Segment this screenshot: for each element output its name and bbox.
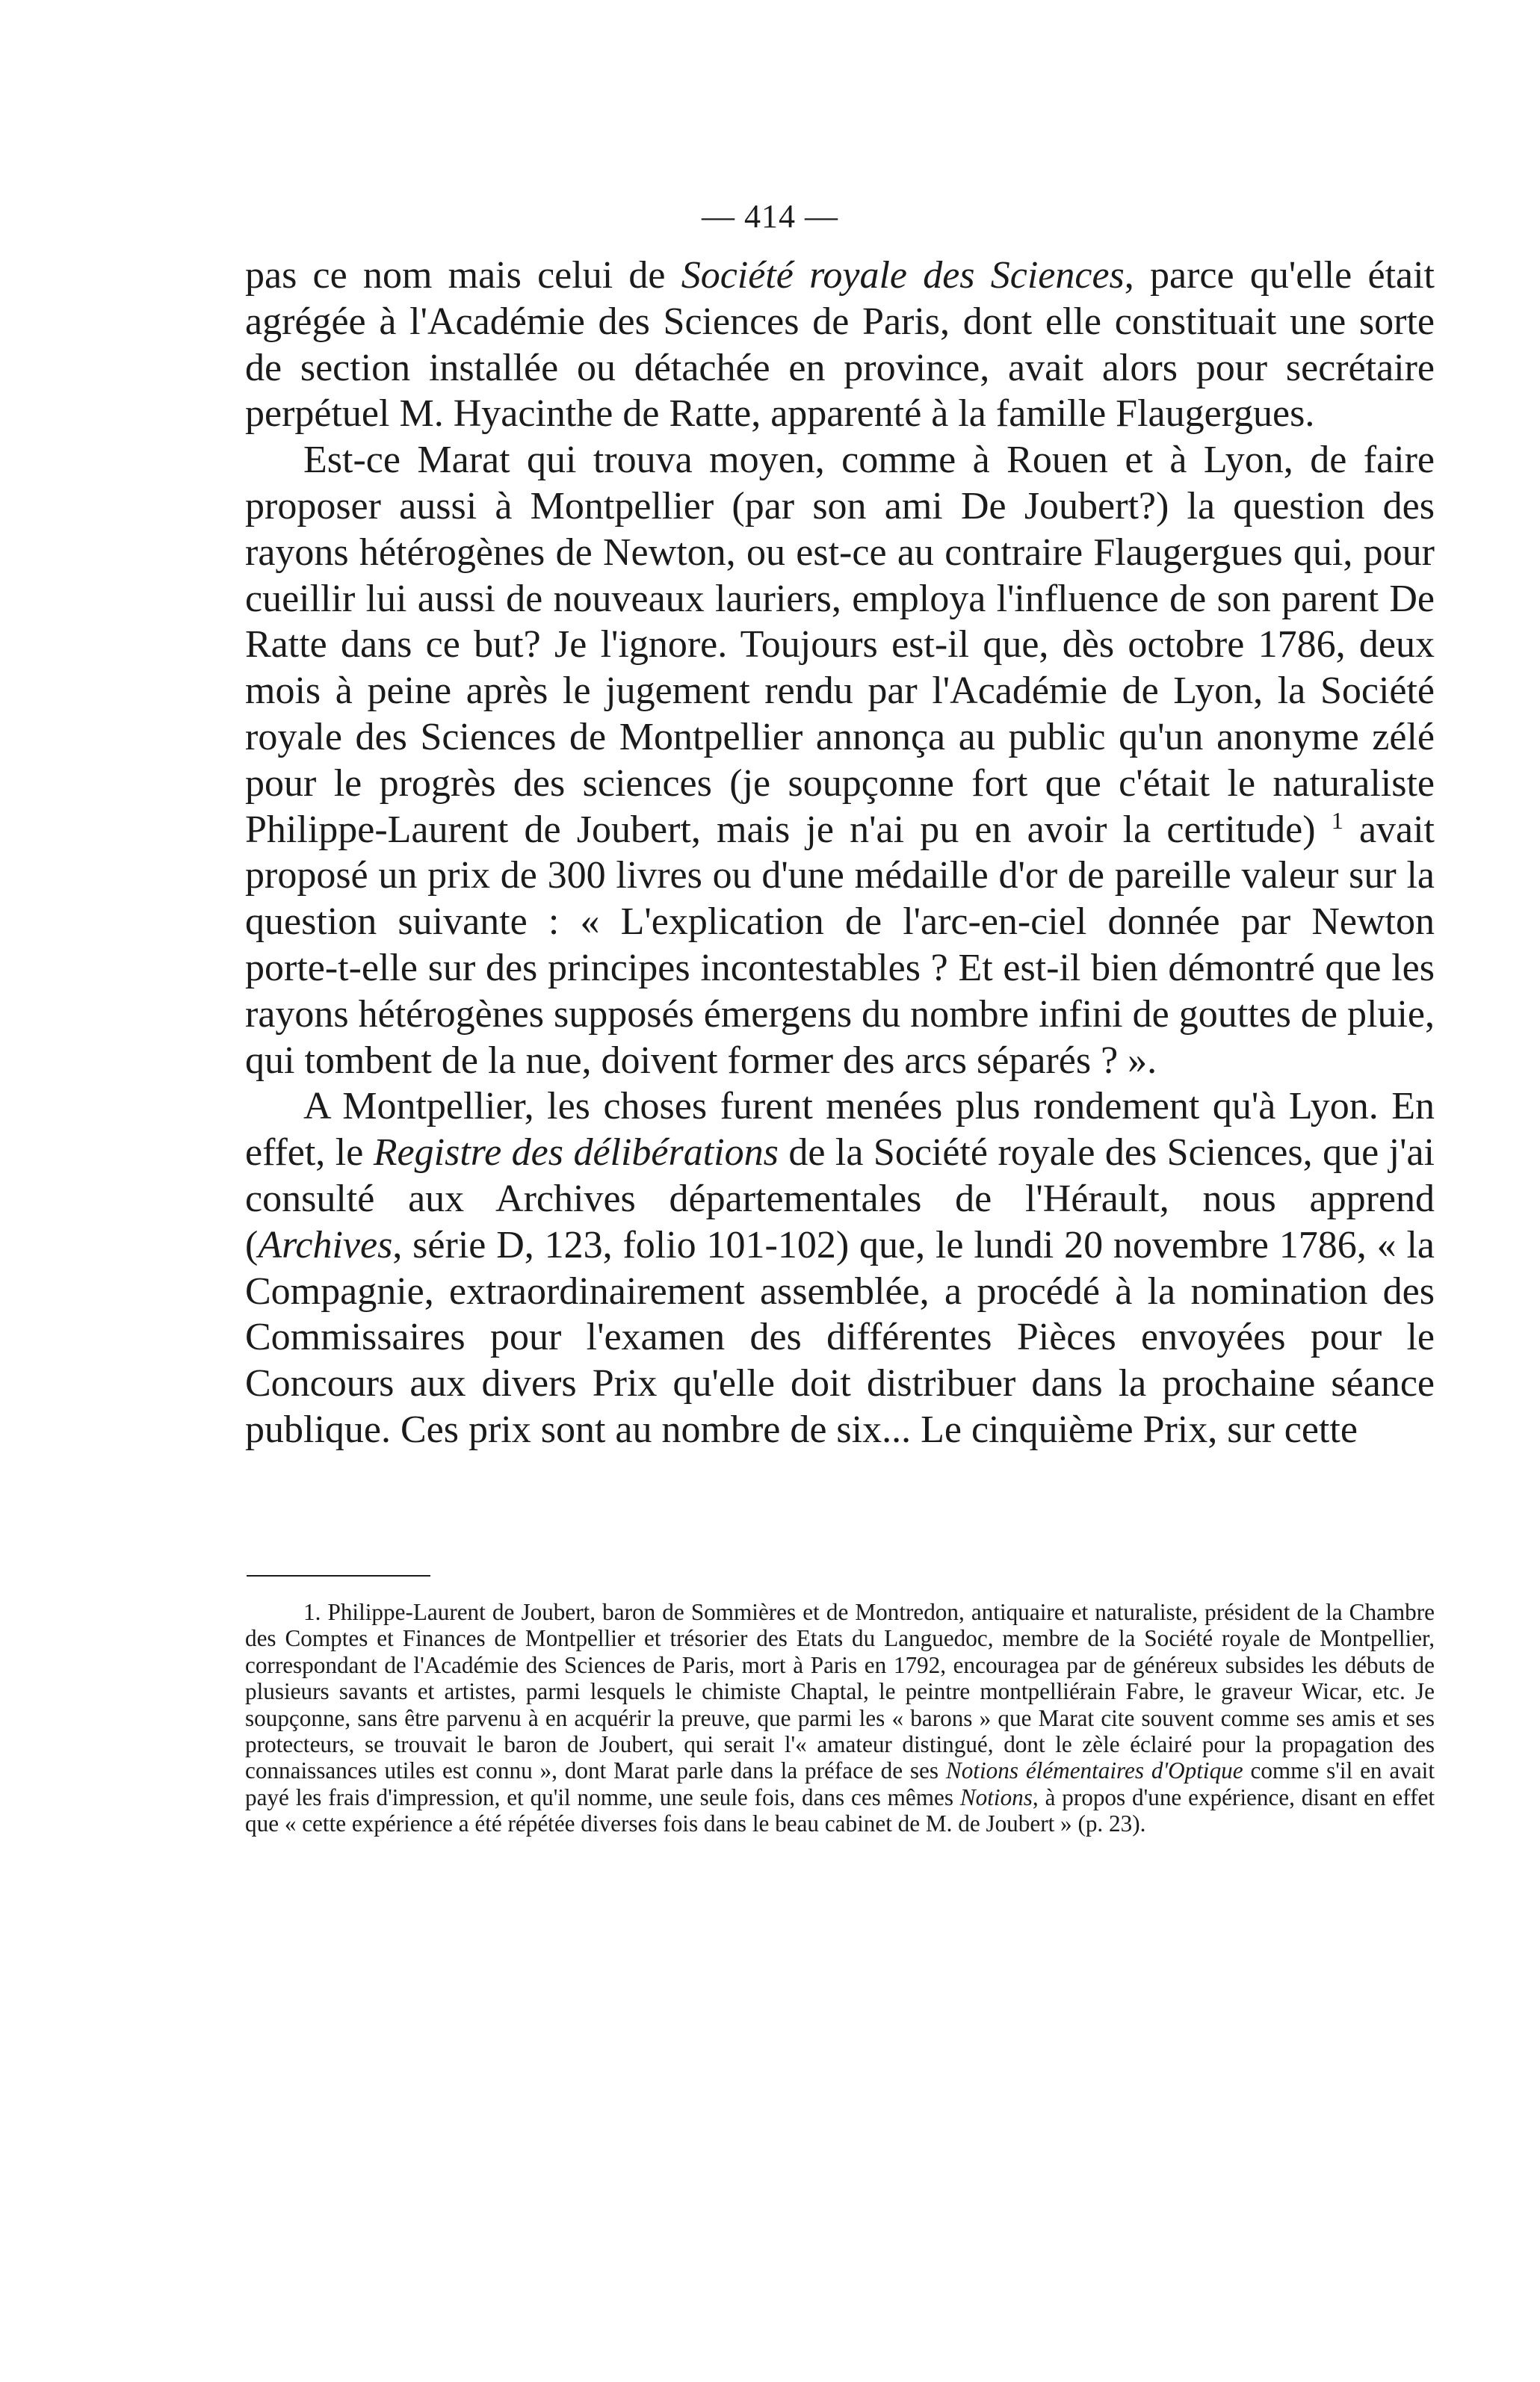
- footnote-separator: [247, 1575, 430, 1577]
- italic-archives: Archives: [258, 1223, 393, 1266]
- text-run: , à propos d'une expérience, disant en effet que « cette expérience a été répétée diverses fois dans le beau cabinet de M. de Joubert » (p. 23).: [245, 1784, 1435, 1837]
- paragraph-3: [245, 1083, 1435, 1453]
- text-run: comme s'il en avait payé les frais d'impression, et qu'il nomme, une seule fois, dans ces mêmes: [245, 1757, 1435, 1810]
- text-run: de la Société royale des Sciences, que j'ai consulté aux Archives départementales de l'Hérault, nous apprend (: [245, 1131, 1435, 1266]
- text-run: pas ce nom mais celui de: [245, 254, 681, 297]
- text-run: avait proposé un prix de 300 livres ou d'une médaille d'or de pareille valeur sur la question suivante : « L'explication de l'arc-en-ciel donnée par Newton porte-t-elle sur des principes incontestables ? Et est-il bien démontré que les rayons hétérogènes supposés émergens du nombre infini de gouttes de pluie, qui tombent de la nue, doivent former des arcs séparés ? ».: [245, 808, 1435, 1082]
- text-run: Est-ce Marat qui trouva moyen, comme à Rouen et à Lyon, de faire proposer aussi à Montpellier (par son ami De Joubert?) la question des rayons hétérogènes de Newton, ou est-ce au contraire Flaugergues qui, pour cueillir lui aussi de nouveaux lauriers, employa l'influence de son parent De Ratte dans ce but? Je l'ignore. Toujours est-il que, dès octobre 1786, deux mois à peine après le jugement rendu par l'Académie de Lyon, la Société royale des Sciences de Montpellier annonça au public qu'un anonyme zélé pour le progrès des sciences (je soupçonne fort que c'était le naturaliste Philippe-Laurent de Joubert, mais je n'ai pu en avoir la certitude): [245, 439, 1435, 851]
- text-run: , parce qu'elle était agrégée à l'Académie des Sciences de Paris, dont elle constituait une sorte de section installée ou détachée en province, avait alors pour secrétaire perpétuel M. Hyacinthe de Ratte, apparenté à la famille Flaugergues.: [245, 254, 1435, 436]
- text-run: , série D, 123, folio 101-102) que, le lundi 20 novembre 1786, « la Compagnie, extraordinairement assemblée, a procédé à la nomination des Commissaires pour l'examen des différentes Pièces envoyées pour le Concours aux divers Prix qu'elle doit distribuer dans la prochaine séance publique. Ces prix sont au nombre de six... Le cinquième Prix, sur cette: [245, 1223, 1435, 1451]
- text-run: 1. Philippe-Laurent de Joubert, baron de Sommières et de Montredon, antiquaire et naturaliste, président de la Chambre des Comptes et Finances de Montpellier et trésorier des Etats du Languedoc, membre de la Société royale de Montpellier, correspondant de l'Académie des Sciences de Paris, mort à Paris en 1792, encouragea par de généreux subsides les débuts de plusieurs savants et artistes, parmi lesquels le chimiste Chaptal, le peintre montpelliérain Fabre, le graveur Wicar, etc. Je soupçonne, sans être parvenu à en acquérir la preuve, que parmi les « barons » que Marat cite souvent comme ses amis et ses protecteurs, se trouvait le baron de Joubert, qui serait l'« amateur distingué, dont le zèle éclairé pour la propagation des connaissances utiles est connu », dont Marat parle dans la préface de ses: [245, 1599, 1435, 1784]
- page-number: — 414 —: [702, 198, 838, 235]
- italic-notions: Notions: [959, 1784, 1033, 1810]
- body-text: [245, 253, 1435, 1453]
- italic-notions-title: Notions élémentaires d'Optique: [945, 1757, 1243, 1784]
- footnote-marker: 1: [1331, 806, 1343, 834]
- footnote-1: [245, 1599, 1435, 1837]
- italic-registre-title: Registre des délibérations: [373, 1131, 779, 1175]
- paragraph-2: [245, 437, 1435, 1083]
- footnotes: [245, 1599, 1435, 1837]
- text-run: A Montpellier, les choses furent menées plus rondement qu'à Lyon. En effet, le: [245, 1085, 1435, 1175]
- paragraph-1: [245, 253, 1435, 437]
- italic-society-name: Société royale des Sciences: [681, 254, 1125, 297]
